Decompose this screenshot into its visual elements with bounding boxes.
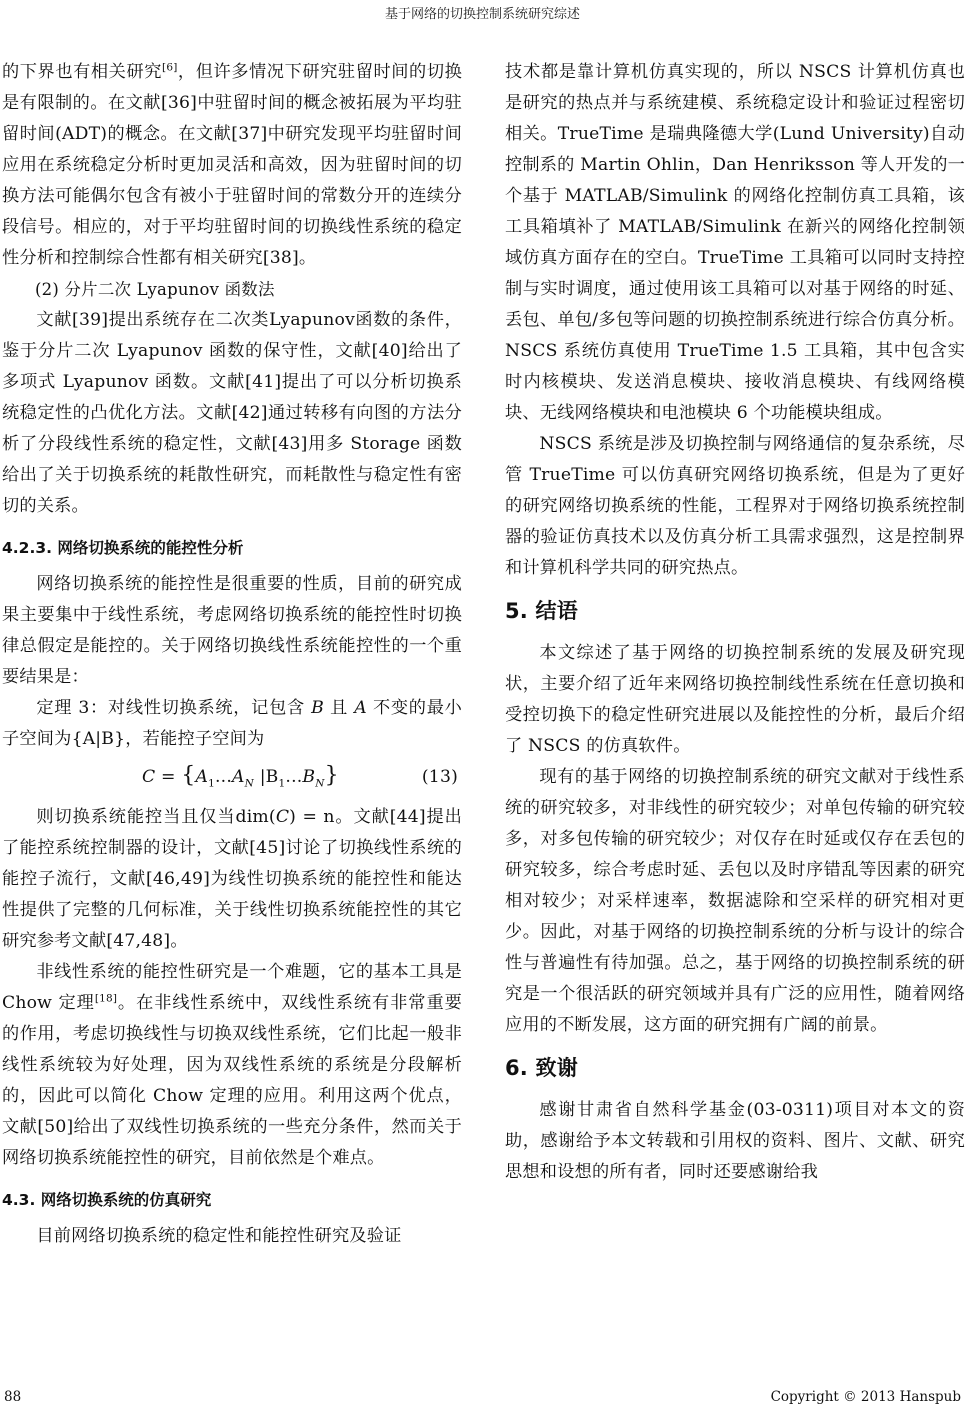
equation-number: (13) [421, 766, 458, 787]
paragraph: 感谢甘肃省自然科学基金(03-0311)项目对本文的资助，感谢给予本文转载和引用权的资料、图片、文献、研究思想和设想的所有者，同时还要感谢给我 [505, 1100, 965, 1182]
page-number: 88 [4, 1389, 22, 1405]
left-column [2, 57, 462, 1252]
section-heading-4-3: 4.3. 网络切换系统的仿真研究 [2, 1191, 212, 1209]
paragraph: 网络切换系统的能控性是很重要的性质，目前的研究成果主要集中于线性系统，考虑网络切换系统的能控性时切换律总假定是能控的。关于网络切换线性系统能控性的一个重要结果是： [2, 574, 462, 687]
section-heading-5: 5. 结语 [505, 599, 578, 623]
paragraph: 现有的基于网络的切换控制系统的研究文献对于线性系统的研究较多，对非线性的研究较少；对单包传输的研究较多，对多包传输的研究较少；对仅存在时延或仅存在丢包的研究较多，综合考虑时延、丢包以及时序错乱等因素的研究相对较少；对采样速率，数据滤除和空采样的研究相对更少。因此，对基于网络的切换控制系统的分析与设计的综合性与普遍性有待加强。总之，基于网络的切换控制系统的研究是一个很活跃的研究领域并具有广泛的应用性，随着网络应用的不断发展，这方面的研究拥有广阔的前景。 [505, 767, 965, 1035]
paragraph: NSCS 系统是涉及切换控制与网络通信的复杂系统，尽管 TrueTime 可以仿真研究网络切换系统，但是为了更好的研究网络切换系统的性能，工程界对于网络切换系统控制器的验证仿真技术以及仿真分析工具需求强烈，这是控制界和计算机科学共同的研究热点。 [505, 434, 965, 578]
running-header: 基于网络的切换控制系统研究综述 [384, 7, 580, 22]
paragraph: 非线性系统的能控性研究是一个难题，它的基本工具是 Chow 定理[18]。在非线性系统中，双线性系统有非常重要的作用，考虑切换线性与切换双线性系统，它们比起一般非线性系统较为好处理，因为双线性系统的系统是分段解析的，因此可以简化 Chow 定理的应用。利用这两个优点，文献[50]给出了双线性切换系统的一些充分条件，然而关于网络切换系统能控性的研究，目前依然是个难点。 [2, 962, 462, 1168]
equation-body: $C = \{A_1...A_N$ $|B_1...B_N$} [142, 763, 339, 790]
paragraph: 目前网络切换系统的稳定性和能控性研究及验证 [36, 1226, 402, 1246]
section-heading-6: 6. 致谢 [505, 1056, 578, 1080]
copyright: Copyright © 2013 Hanspub [770, 1389, 961, 1405]
section-heading-4-2-3: 4.2.3. 网络切换系统的能控性分析 [2, 539, 244, 557]
citation: [18] [94, 992, 118, 1005]
paragraph: 则切换系统能控当且仅当dim(C) = n。文献[44]提出了能控系统控制器的设计，文献[45]讨论了切换线性系统的能控子流行，文献[46,49]为线性切换系统的能控性和能达性提供了完整的几何标准，关于线性切换系统能控性的其它研究参考文献[47,48]。 [2, 807, 462, 951]
paragraph: 本文综述了基于网络的切换控制系统的发展及研究现状，主要介绍了近年来网络切换控制线性系统在任意切换和受控切换下的稳定性研究进展以及能控性的分析，最后介绍了 NSCS 的仿真软件。 [505, 643, 965, 756]
subheading: (2) 分片二次 Lyapunov 函数法 [35, 280, 275, 299]
paragraph: 文献[39]提出系统存在二次类Lyapunov函数的条件，鉴于分片二次 Lyapunov 函数的保守性，文献[40]给出了多项式 Lyapunov 函数。文献[41]提出了可以分析切换系统稳定性的凸优化方法。文献[42]通过转移有向图的方法分析了分段线性系统的稳定性，文献[43]用多 Storage 函数给出了关于切换系统的耗散性研究，而耗散性与稳定性有密切的关系。 [2, 310, 462, 516]
paragraph: 技术都是靠计算机仿真实现的，所以 NSCS 计算机仿真也是研究的热点并与系统建模、系统稳定设计和验证过程密切相关。TrueTime 是瑞典隆德大学(Lund University)自动控制系的 Martin Ohlin，Dan Henriksson 等人开发的一个基于 MATLAB/Simulink 的网络化控制仿真工具箱，该工具箱填补了 MATLAB/Simulink 在新兴的网络化控制领域仿真方面存在的空白。TrueTime 工具箱可以同时支持控制与实时调度，通过使用该工具箱可以对基于网络的时延、丢包、单包/多包等问题的切换控制系统进行综合仿真分析。NSCS 系统仿真使用 TrueTime 1.5 工具箱，其中包含实时内核模块、发送消息模块、接收消息模块、有线网络模块、无线网络模块和电池模块 6 个功能模块组成。 [505, 62, 965, 423]
right-column [505, 57, 965, 1188]
citation: [6] [162, 61, 178, 74]
theorem-paragraph: 定理 3：对线性切换系统，记包含 B 且 A 不变的最小子空间为{A|B}，若能控子空间为 [2, 698, 462, 749]
paragraph: 的下界也有相关研究[6]，但许多情况下研究驻留时间的切换是有限制的。在文献[36]中驻留时间的概念被拓展为平均驻留时间(ADT)的概念。在文献[37]中研究发现平均驻留时间应用在系统稳定分析时更加灵活和高效，因为驻留时间的切换方法可能偶尔包含有被小于驻留时间的常数分开的连续分段信号。相应的，对于平均驻留时间的切换线性系统的稳定性分析和控制综合性都有相关研究[38]。 [2, 61, 462, 268]
equation-13 [2, 759, 462, 794]
